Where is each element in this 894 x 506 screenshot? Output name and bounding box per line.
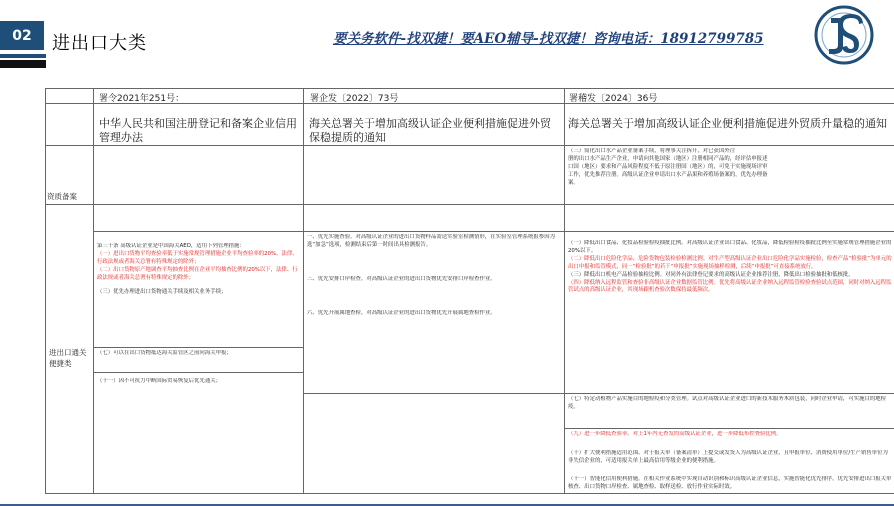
provision-col3-item-7: （七）特定动植物产品实施目的地检疫和分类管理。试点对高级认证企业进口的新技术服务木质包装，同时企业申请，可实施目的地检疫。: [568, 396, 887, 410]
provision-col1-item-7: （七）可以在出口货物抵达海关监管区之前向海关申报；: [97, 350, 232, 356]
list-item: （三）优先办理进出口货物通关手续及相关业务手续；: [97, 288, 227, 295]
table-row-divider: [93, 231, 894, 232]
provision-col1-list: [97, 243, 301, 345]
table-row-divider: [93, 372, 303, 373]
column-header-1: 署令2021年251号：: [99, 94, 185, 104]
provision-col3-item-10: （十）扩大便利措施适用范围。对于报关单（备案清单）上提交或发货人为高级认证企业，且申报单位、消费使用单位/生产销售单位为非失信企业的，可适用报关单上最高信用等级企业的便利措施。: [568, 450, 888, 464]
table-column-divider: [303, 88, 304, 494]
qualification-provision-text: （三）简化出口水产品企业备案手续，将理事关注拆开，对已获国外注 册的出口水产品生产企业，申请向其他国家（地区）注册相同产品的，经评估申报述 口国（地区）要求和产品风险程度不低于原注册国（地区）的，可免于实施现场评审 工作，优先推荐注册。高级认证企业申请出口水产品果和养殖场备案的，优先办理备 案。: [568, 148, 768, 186]
regulation-name-1: 中华人民共和国注册登记和备案企业信用管理办法: [99, 117, 297, 143]
table-row-divider: [45, 204, 894, 205]
table-column-divider: [564, 88, 565, 494]
list-item: （二）降低出口危险化学品、危险货物包装检验检测比例。对生产型高级认证企业出口危险化学品实施检验，检查产品“检验批”为单元的出口申报和监管模式，同一“检验批”的若干“申报批”实施现场抽样检测，后续“申报批”可直接系统放行。: [568, 255, 892, 270]
provision-col2-item-3: 三、优先安排口岸检查。对高级认证企业的进出口货物优先安排口岸检查作业。: [307, 276, 496, 282]
table-row-divider: [303, 393, 894, 394]
title-accent-bar-dark: [0, 60, 46, 68]
title-accent-bar: [0, 54, 46, 58]
contact-slogan-link[interactable]: 要关务软件-找双捷！要AEO辅导-找双捷！咨询电话：18912799785: [333, 31, 764, 47]
table-border-bottom: [45, 493, 894, 494]
list-item: （四）降低纳入远程监管和查验非高级认证企业数据监管比例。优先将高级认证企业纳入远程监管检验查验试点范围，同时对纳入远程监管试点的高级认证企业，其现场跟机查验次数保持最低频次。: [568, 279, 892, 294]
page-title: 进出口大类: [52, 33, 147, 54]
section-number-badge: 02: [0, 21, 44, 50]
provision-col1-item-11: （十一）因不可抗力中断国际贸易恢复后优先通关；: [97, 378, 221, 384]
table-row-divider: [564, 428, 894, 429]
row-label-qualification: 资质备案: [47, 192, 77, 201]
table-border-left: [45, 88, 46, 494]
list-item: 第三十条 高级认证企业是中国海关AEO，适用下列管理措施：: [97, 243, 245, 249]
table-column-divider: [93, 88, 94, 494]
regulation-name-2: 海关总署关于增加高级认证企业便利措施促进外贸保稳提质的通知: [309, 117, 551, 143]
list-item: （一）降低出口食品、化妆品检验检疫抽批比例。对高级认证企业出口食品、化妆品，降低检验检疫抽批比例至实施常规管理措施企业的20%以下。: [568, 240, 892, 254]
table-row-divider: [45, 145, 894, 146]
table-border-top: [45, 88, 894, 89]
comparison-table: [45, 88, 894, 494]
list-item: （三）降低出口机电产品检验抽检比例。对同外有法律登记要求的高级认证企业推荐注册，降低出口检验抽批和低核批。: [568, 271, 854, 278]
provision-col2-item-6: 六、优先开展属地查检。对高级认证企业的进出口货物优先开展属地查检作业。: [307, 310, 496, 316]
column-header-2: 署企发〔2022〕73号: [310, 94, 399, 104]
column-header-3: 署稽发〔2024〕36号: [569, 94, 658, 104]
list-item: （二）出口货物原产地调查平均抽查比例在企业平均抽查比例的20%以下，法律、行政法规或者海关总署有特殊规定的除外；: [97, 266, 298, 281]
provision-col3-item-9: （九）进一步降低查验率。对上1年内无查发的高级认证企业，进一步降低布控查验比例。: [568, 431, 782, 437]
provision-col3-list: [568, 240, 892, 392]
company-logo-icon: [813, 4, 875, 66]
table-row-divider: [93, 347, 303, 348]
provision-col3-item-11: （十一）智能化信用便利措施。在相关作业系统中实现自动识别和标识高级认证企业信息，实施智能化优先排序，优先安排进出口报关单核查、出口货物口岸检查、属地查检、取样送检、放行作业实际时效。: [568, 476, 892, 490]
provision-col2-item-1: 一、优先实施查验。对高级认证企业的进出口货物样品需送实验室检测情形，在实验室管理系统报参因为选“加急”选项，检测结束后第一时间出具检测报告。: [307, 234, 555, 248]
list-item: （一）进出口货物平均查验率低于实施常规管理措施企业平均查验率的20%，法律、行政法规或者海关总署有特殊规定的除外；: [97, 250, 298, 265]
row-label-clearance: 进出口通关便捷类: [49, 348, 87, 368]
regulation-name-3: 海关总署关于增加高级认证企业便利措施促进外贸质升量稳的通知: [568, 117, 887, 130]
